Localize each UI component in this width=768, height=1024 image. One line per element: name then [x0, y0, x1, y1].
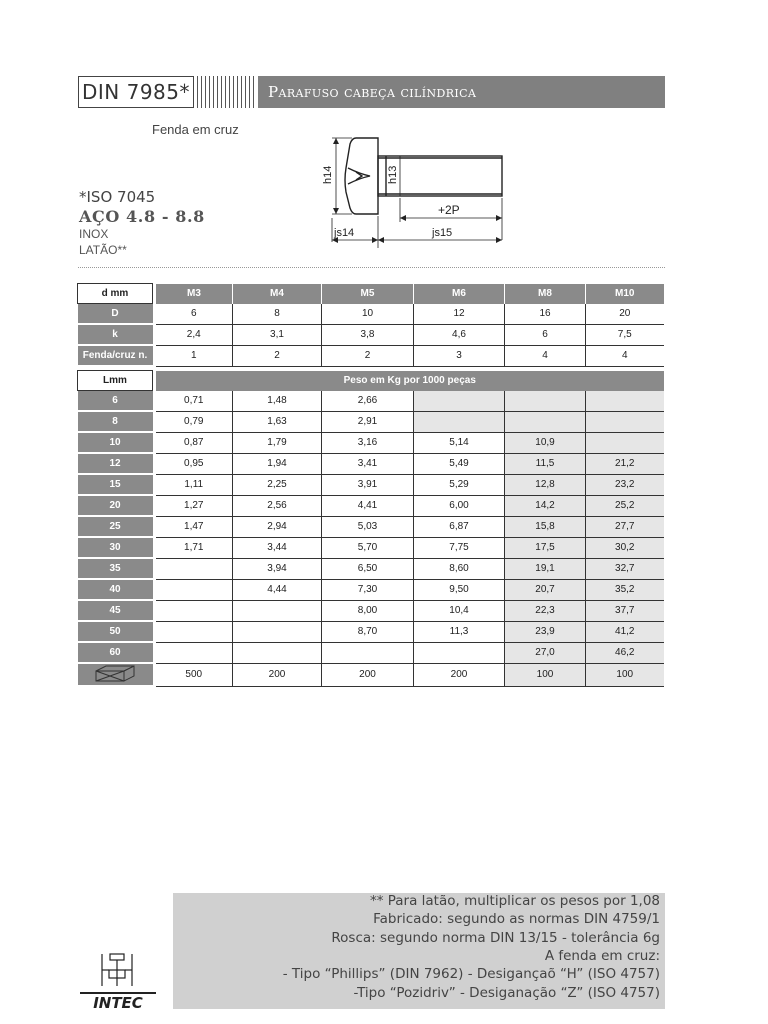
row-label: 20 — [78, 495, 153, 516]
table-cell: 10,9 — [505, 432, 586, 453]
package-qty: 200 — [322, 663, 414, 686]
table-cell: 2 — [233, 345, 322, 366]
table-cell: 16 — [505, 304, 586, 325]
table-cell: 1,47 — [156, 516, 233, 537]
col-header: M4 — [233, 284, 322, 304]
table-cell: 35,2 — [586, 579, 664, 600]
package-qty: 500 — [156, 663, 233, 686]
table-cell: 4 — [586, 345, 664, 366]
table-cell: 5,70 — [322, 537, 414, 558]
table-cell: 1,27 — [156, 495, 233, 516]
table-cell: 20,7 — [505, 579, 586, 600]
row-label: 10 — [78, 432, 153, 453]
table-row — [78, 391, 664, 412]
table-cell: 5,03 — [322, 516, 414, 537]
table-cell: 3,1 — [233, 324, 322, 345]
table-row — [78, 474, 664, 495]
table-cell — [414, 391, 505, 412]
dim-js15-label: js15 — [432, 227, 453, 239]
row-label: 6 — [78, 391, 153, 412]
table-cell: 17,5 — [505, 537, 586, 558]
row-label: 8 — [78, 411, 153, 432]
table-cell: 5,14 — [414, 432, 505, 453]
table-cell: 12 — [414, 304, 505, 325]
row-label: 35 — [78, 558, 153, 579]
table-row — [78, 579, 664, 600]
row-label: 15 — [78, 474, 153, 495]
table-row — [78, 642, 664, 663]
table-cell: 8,00 — [322, 600, 414, 621]
table-cell — [505, 411, 586, 432]
table-cell: 0,95 — [156, 453, 233, 474]
table-cell — [322, 642, 414, 663]
table-cell: 5,29 — [414, 474, 505, 495]
table-cell: 1,11 — [156, 474, 233, 495]
row-label: D — [78, 304, 153, 325]
package-qty: 100 — [586, 663, 664, 686]
table-cell — [156, 642, 233, 663]
subtitle: Fenda em cruz — [152, 122, 239, 137]
table-row — [78, 621, 664, 642]
row-label: 30 — [78, 537, 153, 558]
logo-text: INTEC — [93, 994, 143, 1010]
table-cell: 7,75 — [414, 537, 505, 558]
table-cell — [505, 391, 586, 412]
table-cell — [586, 411, 664, 432]
table-cell: 9,50 — [414, 579, 505, 600]
table-row — [78, 558, 664, 579]
table-row — [78, 600, 664, 621]
table-cell: 6,50 — [322, 558, 414, 579]
page-title: Parafuso cabeça cilíndrica — [258, 76, 665, 108]
table-cell: 4,44 — [233, 579, 322, 600]
table-cell: 4,6 — [414, 324, 505, 345]
header-decoration-bars — [197, 76, 257, 108]
table-cell: 2 — [322, 345, 414, 366]
table-cell: 0,79 — [156, 411, 233, 432]
package-qty: 100 — [505, 663, 586, 686]
table-cell — [414, 642, 505, 663]
table-cell: 2,56 — [233, 495, 322, 516]
table-cell: 8 — [233, 304, 322, 325]
table-cell: 46,2 — [586, 642, 664, 663]
weight-label-header: Lmm — [78, 371, 153, 391]
table-cell — [233, 642, 322, 663]
table-cell: 23,2 — [586, 474, 664, 495]
table-cell — [156, 558, 233, 579]
box-icon — [92, 664, 138, 682]
table-cell: 3,94 — [233, 558, 322, 579]
dims-label-header: d mm — [78, 284, 153, 304]
footer-note: - Tipo “Phillips” (DIN 7962) - Desigançaõ “H” (ISO 4757) — [282, 966, 660, 982]
table-cell — [233, 600, 322, 621]
table-cell: 3 — [414, 345, 505, 366]
table-cell — [233, 621, 322, 642]
table-cell — [156, 621, 233, 642]
package-qty: 200 — [414, 663, 505, 686]
table-cell: 41,2 — [586, 621, 664, 642]
table-cell: 7,30 — [322, 579, 414, 600]
table-row — [78, 495, 664, 516]
table-cell — [414, 411, 505, 432]
material-inox: INOX — [79, 227, 109, 241]
table-cell: 11,5 — [505, 453, 586, 474]
table-cell: 3,8 — [322, 324, 414, 345]
section-divider — [78, 267, 665, 268]
row-label: k — [78, 324, 153, 345]
row-label: 12 — [78, 453, 153, 474]
table-cell: 20 — [586, 304, 664, 325]
table-cell: 10 — [322, 304, 414, 325]
table-row — [78, 537, 664, 558]
table-cell: 3,41 — [322, 453, 414, 474]
intec-logo — [78, 948, 158, 1010]
table-row — [78, 324, 664, 345]
standard-code: DIN 7985* — [78, 76, 194, 108]
table-cell: 1 — [156, 345, 233, 366]
screw-diagram — [316, 128, 516, 254]
dim-h14-label: h14 — [322, 165, 334, 184]
row-label: 45 — [78, 600, 153, 621]
table-cell: 6,87 — [414, 516, 505, 537]
table-cell: 30,2 — [586, 537, 664, 558]
table-cell: 2,4 — [156, 324, 233, 345]
table-row — [78, 453, 664, 474]
table-cell: 0,87 — [156, 432, 233, 453]
table-cell: 1,79 — [233, 432, 322, 453]
table-cell: 12,8 — [505, 474, 586, 495]
dim-js14-label: js14 — [334, 227, 355, 239]
table-cell: 1,63 — [233, 411, 322, 432]
table-cell: 14,2 — [505, 495, 586, 516]
table-cell: 2,25 — [233, 474, 322, 495]
table-cell — [156, 600, 233, 621]
col-header: M8 — [505, 284, 586, 304]
table-cell: 6 — [156, 304, 233, 325]
table-cell: 25,2 — [586, 495, 664, 516]
dim-h13-label: h13 — [387, 165, 399, 184]
table-cell: 3,44 — [233, 537, 322, 558]
material-brass: LATÃO** — [79, 243, 127, 257]
table-cell: 2,91 — [322, 411, 414, 432]
table-row — [78, 411, 664, 432]
package-row — [78, 663, 664, 686]
col-header: M3 — [156, 284, 233, 304]
table-cell: 1,94 — [233, 453, 322, 474]
table-cell: 4 — [505, 345, 586, 366]
row-label: Fenda/cruz n. — [78, 345, 153, 366]
weight-table-title: Peso em Kg por 1000 peças — [156, 371, 664, 391]
table-cell — [156, 579, 233, 600]
table-cell: 21,2 — [586, 453, 664, 474]
table-cell: 7,5 — [586, 324, 664, 345]
table-cell: 4,41 — [322, 495, 414, 516]
iso-reference: *ISO 7045 — [79, 188, 156, 206]
col-header: M10 — [586, 284, 664, 304]
col-header: M5 — [322, 284, 414, 304]
table-cell: 37,7 — [586, 600, 664, 621]
row-label: 25 — [78, 516, 153, 537]
package-icon-cell — [78, 663, 153, 686]
table-row — [78, 345, 664, 366]
row-label: 50 — [78, 621, 153, 642]
dimensions-table — [77, 283, 664, 367]
table-cell: 3,16 — [322, 432, 414, 453]
table-cell: 27,0 — [505, 642, 586, 663]
table-cell: 32,7 — [586, 558, 664, 579]
table-cell — [586, 391, 664, 412]
table-row — [78, 304, 664, 325]
package-qty: 200 — [233, 663, 322, 686]
table-cell: 8,70 — [322, 621, 414, 642]
footer-note: Rosca: segundo norma DIN 13/15 - tolerância 6g — [331, 930, 660, 946]
footer-note: -Tipo “Pozidriv” - Desiganação “Z” (ISO 4757) — [353, 985, 660, 1001]
row-label: 60 — [78, 642, 153, 663]
material-steel: AÇO 4.8 - 8.8 — [79, 207, 205, 226]
table-cell: 1,71 — [156, 537, 233, 558]
footer-note: ** Para latão, multiplicar os pesos por 1,08 — [369, 893, 660, 909]
table-cell: 3,91 — [322, 474, 414, 495]
table-cell: 6 — [505, 324, 586, 345]
table-cell: 2,94 — [233, 516, 322, 537]
table-cell: 27,7 — [586, 516, 664, 537]
table-cell: 19,1 — [505, 558, 586, 579]
table-cell: 11,3 — [414, 621, 505, 642]
table-cell: 22,3 — [505, 600, 586, 621]
col-header: M6 — [414, 284, 505, 304]
table-cell — [586, 432, 664, 453]
table-cell: 15,8 — [505, 516, 586, 537]
row-label: 40 — [78, 579, 153, 600]
table-cell: 10,4 — [414, 600, 505, 621]
table-cell: 23,9 — [505, 621, 586, 642]
footer-note: Fabricado: segundo as normas DIN 4759/1 — [373, 911, 660, 927]
weight-table — [77, 370, 664, 687]
table-cell: 2,66 — [322, 391, 414, 412]
footer-note: A fenda em cruz: — [544, 948, 660, 964]
dim-2p-label: +2P — [438, 203, 460, 217]
table-cell: 8,60 — [414, 558, 505, 579]
table-cell: 5,49 — [414, 453, 505, 474]
table-cell: 6,00 — [414, 495, 505, 516]
table-row — [78, 432, 664, 453]
table-row — [78, 516, 664, 537]
table-cell: 1,48 — [233, 391, 322, 412]
table-cell: 0,71 — [156, 391, 233, 412]
